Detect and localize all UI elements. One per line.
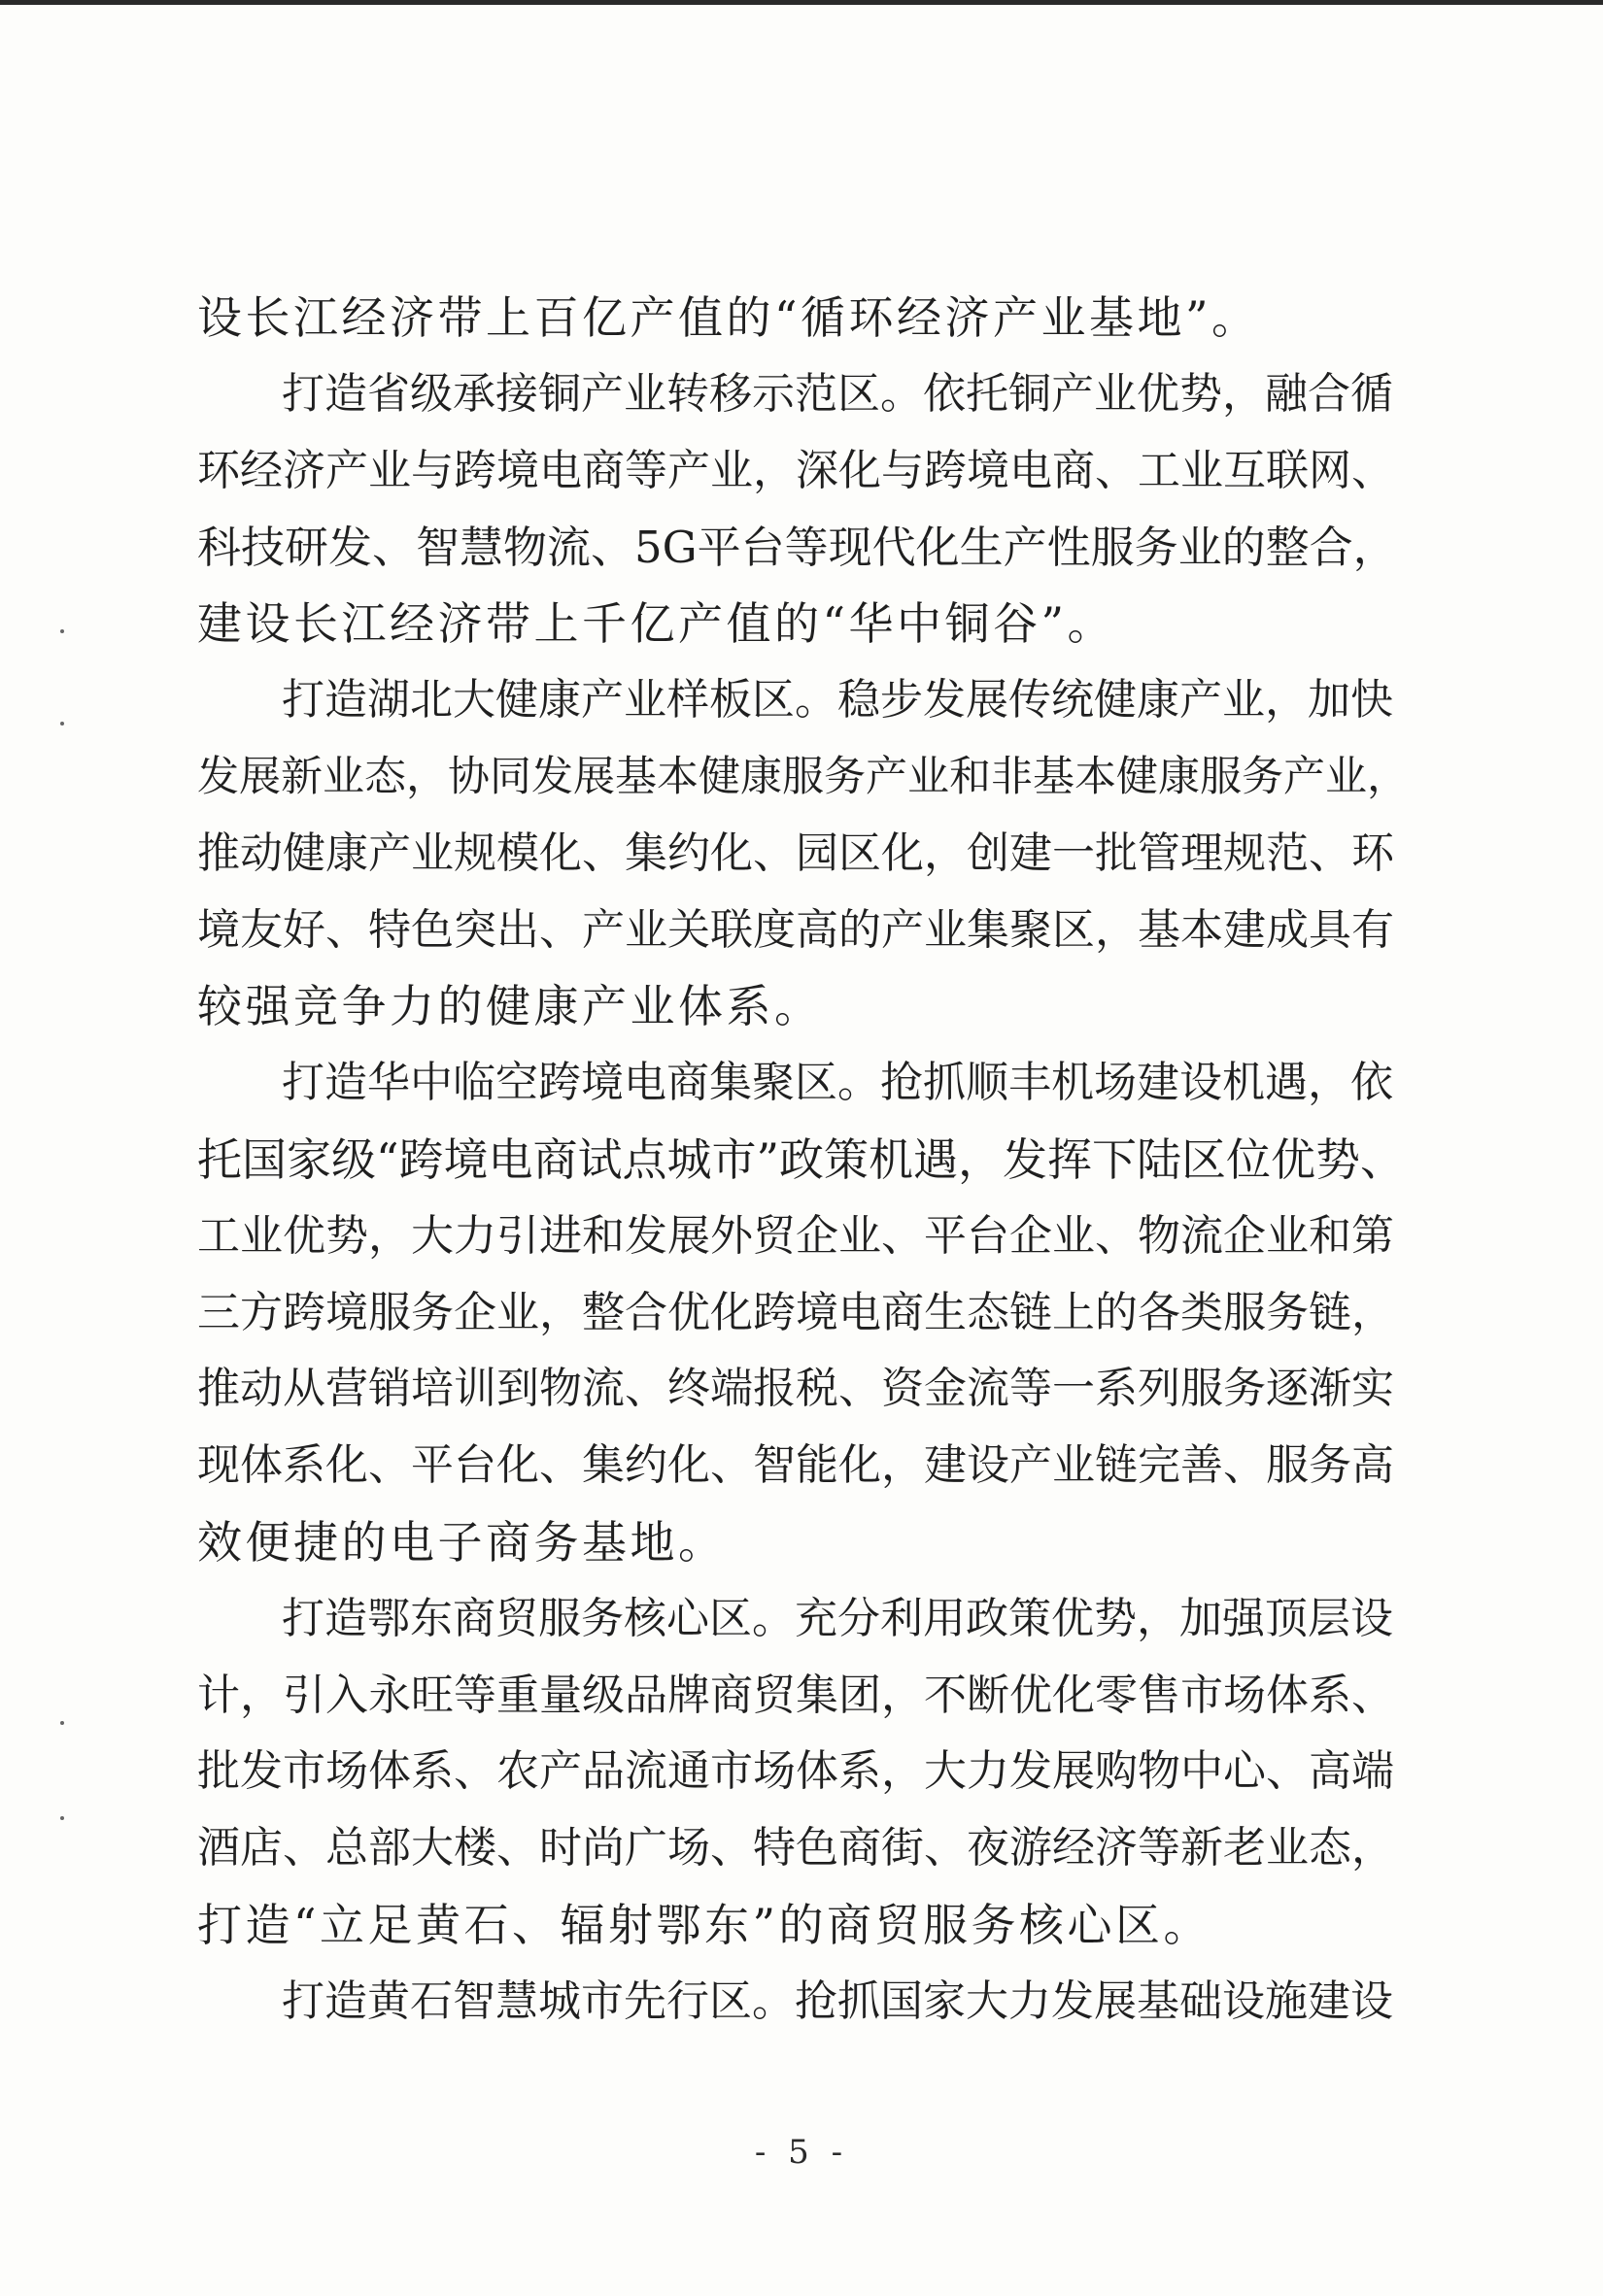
body-text-line: 托国家级“跨境电商试点城市”政策机遇，发挥下陆区位优势、 (197, 1133, 1406, 1186)
scan-speck (60, 629, 64, 633)
page-number: - 5 - (754, 2133, 849, 2172)
body-text-line: 三方跨境服务企业，整合优化跨境电商生态链上的各类服务链， (197, 1288, 1394, 1337)
body-text-line: 科技研发、智慧物流、5G平台等现代化生产性服务业的整合， (197, 522, 1397, 573)
body-text-line: 工业优势，大力引进和发展外贸企业、平台企业、物流企业和第 (197, 1211, 1394, 1261)
paragraph-first-line: 打造湖北大健康产业样板区。稳步发展传统健康产业，加快 (282, 675, 1393, 725)
paragraph-first-line: 打造省级承接铜产业转移示范区。依托铜产业优势，融合循 (282, 369, 1393, 419)
scan-speck (60, 1721, 64, 1725)
scan-speck (60, 1816, 64, 1820)
body-text-line: 批发市场体系、农产品流通市场体系，大力发展购物中心、高端 (197, 1746, 1394, 1796)
body-text-line: 打造“立足黄石、辐射鄂东”的商贸服务核心区。 (197, 1899, 1212, 1951)
body-text-line: 发展新业态，协同发展基本健康服务产业和非基本健康服务产业， (197, 753, 1409, 801)
body-text-line: 境友好、特色突出、产业关联度高的产业集聚区，基本建成具有 (197, 905, 1394, 955)
scan-top-border (0, 0, 1603, 5)
body-text-line: 现体系化、平台化、集约化、智能化，建设产业链完善、服务高 (197, 1440, 1394, 1490)
body-text-line: 环经济产业与跨境电商等产业，深化与跨境电商、工业互联网、 (197, 446, 1394, 495)
body-text-line: 建设长江经济带上千亿产值的“华中铜谷”。 (197, 597, 1116, 650)
body-text-line: 计，引入永旺等重量级品牌商贸集团，不断优化零售市场体系、 (197, 1671, 1394, 1720)
scan-speck (60, 722, 64, 726)
paragraph-first-line: 打造鄂东商贸服务核心区。充分利用政策优势，加强顶层设 (282, 1594, 1393, 1643)
body-text-line: 推动从营销培训到物流、终端报税、资金流等一系列服务逐渐实 (197, 1364, 1394, 1413)
body-text-line: 推动健康产业规模化、集约化、园区化，创建一批管理规范、环 (197, 828, 1394, 878)
body-text-line: 较强竞争力的健康产业体系。 (197, 980, 823, 1032)
body-text-line: 效便捷的电子商务基地。 (197, 1516, 727, 1569)
paragraph-first-line: 打造华中临空跨境电商集聚区。抢抓顺丰机场建设机遇，依 (282, 1058, 1393, 1107)
body-text-line: 酒店、总部大楼、时尚广场、特色商街、夜游经济等新老业态， (197, 1823, 1394, 1873)
body-text-line: 设长江经济带上百亿产值的“循环经济产业基地”。 (197, 291, 1260, 344)
paragraph-first-line: 打造黄石智慧城市先行区。抢抓国家大力发展基础设施建设 (282, 1976, 1393, 2026)
